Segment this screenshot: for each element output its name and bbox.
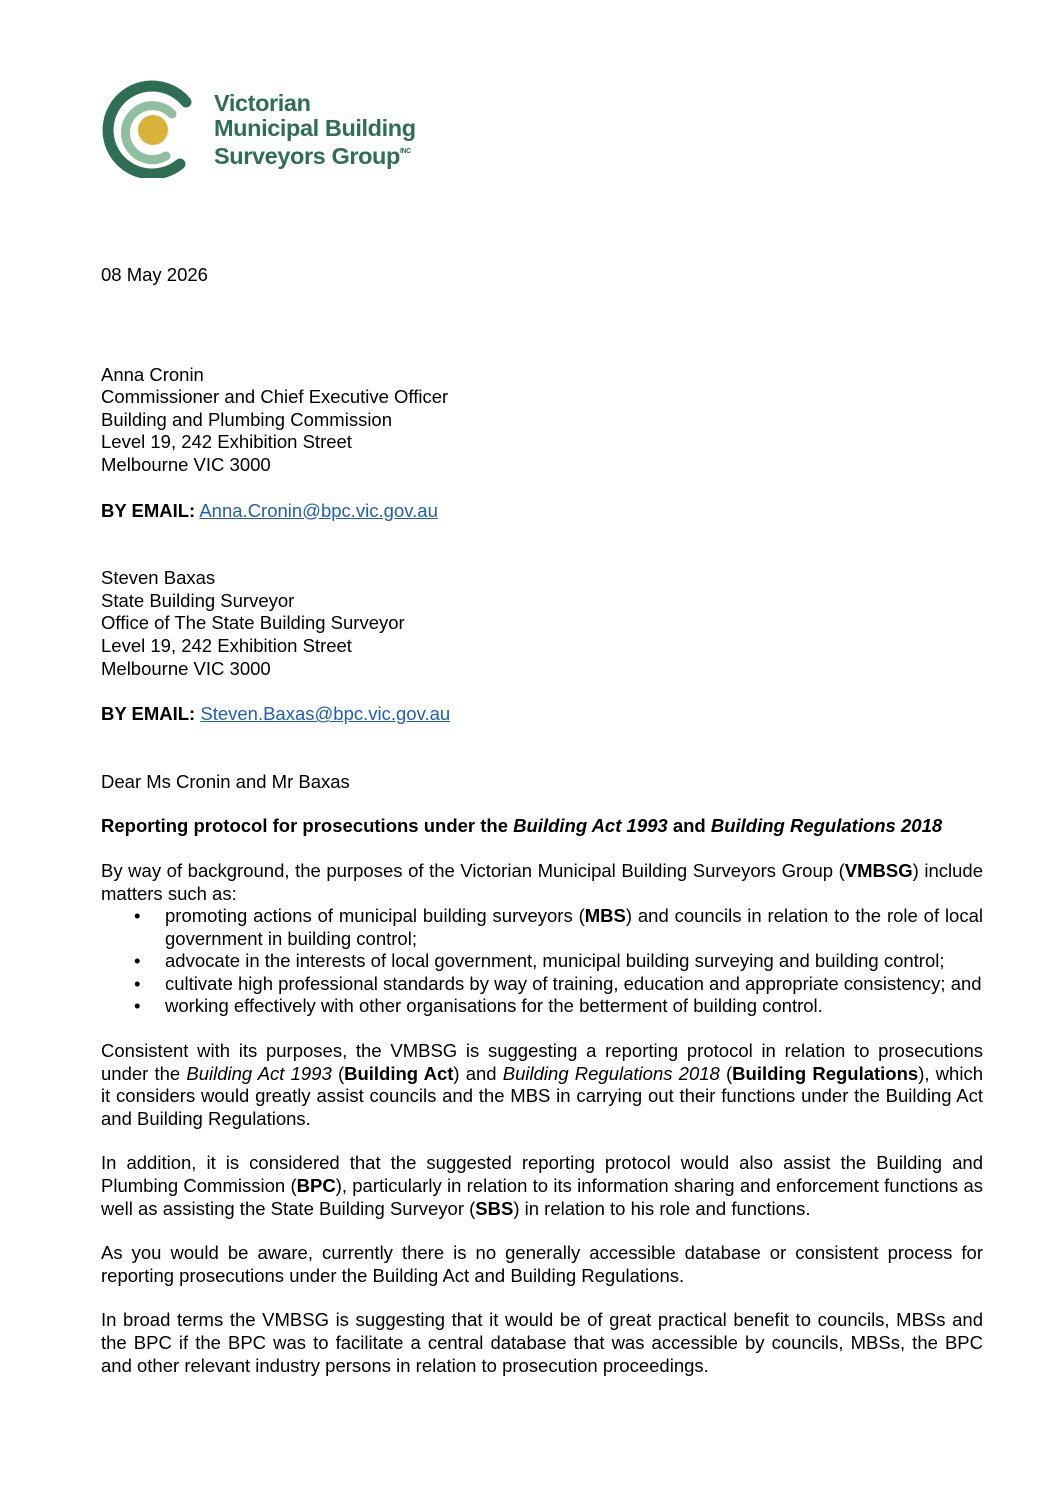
paragraph-background xyxy=(101,860,983,905)
recipient-1-city: Melbourne VIC 3000 xyxy=(101,453,271,475)
recipient-1-title: Commissioner and Chief Executive Officer xyxy=(101,386,449,408)
vmbsg-logo xyxy=(100,78,445,178)
bullet-icon: • xyxy=(134,950,141,972)
para3-text-b: ), particularly in relation to its information sharing and enforcement functions as well as assisting the State Building Surveyor ( xyxy=(101,1175,983,1219)
recipient-2-email-line xyxy=(101,703,983,726)
paragraph-consistent xyxy=(101,1040,983,1130)
logo-line-3-text: Surveyors Group xyxy=(214,142,400,169)
subject-and: and xyxy=(667,815,711,837)
para3-text-a: In addition, it is considered that the suggested reporting protocol would also assist the Building and Plumbing Commission ( xyxy=(101,1152,983,1197)
bullet-2-text: advocate in the interests of local government, municipal building surveying and building control; xyxy=(165,950,945,972)
para2-text-a: Consistent with its purposes, the VMBSG is suggesting a reporting protocol in relation to prosecutions under the xyxy=(101,1040,983,1084)
paragraph-broad-terms: In broad terms the VMBSG is suggesting that it would be of great practical benefit to councils, MBSs and the BPC if the BPC was to facilitate a central database that was accessible by councils, MBSs, the BPC and other relevant industry persons in relation to prosecution proceedings. xyxy=(101,1309,983,1376)
recipient-1-address xyxy=(101,364,983,477)
recipient-1-email-link[interactable]: Anna.Cronin@bpc.vic.gov.au xyxy=(199,499,438,521)
para2-act: Building Act 1993 xyxy=(186,1062,332,1084)
recipient-1-org: Building and Plumbing Commission xyxy=(101,408,393,430)
subject-text: Reporting protocol for prosecutions under the xyxy=(101,815,514,837)
para2-text-c: ) and xyxy=(453,1062,503,1084)
bullet-1-text-a: promoting actions of municipal building surveyors ( xyxy=(165,905,585,927)
recipient-1-email-line xyxy=(101,500,983,523)
para2-act-abbr: Building Act xyxy=(344,1062,454,1084)
subject-regs: Building Regulations 2018 xyxy=(710,815,943,837)
bullet-1-abbr: MBS xyxy=(584,905,626,927)
salutation: Dear Ms Cronin and Mr Baxas xyxy=(101,770,350,792)
paragraph-in-addition xyxy=(101,1152,983,1220)
recipient-1-street: Level 19, 242 Exhibition Street xyxy=(101,431,352,453)
list-item xyxy=(101,905,983,950)
logo-wordmark xyxy=(214,91,416,169)
letter-date: 08 May 2026 xyxy=(101,264,208,285)
recipient-2-name: Steven Baxas xyxy=(101,567,216,589)
recipient-2-org: Office of The State Building Surveyor xyxy=(101,612,405,634)
subject-act: Building Act 1993 xyxy=(513,815,668,837)
recipient-2-email-link[interactable]: Steven.Baxas@bpc.vic.gov.au xyxy=(200,703,451,725)
recipient-2-street: Level 19, 242 Exhibition Street xyxy=(101,634,352,656)
purposes-list xyxy=(101,905,983,1018)
paragraph-aware: As you would be aware, currently there is no generally accessible database or consistent process for reporting prosecutions under the Building Act and Building Regulations. xyxy=(101,1242,983,1286)
para3-abbr-bpc: BPC xyxy=(296,1175,336,1197)
subject-line xyxy=(101,815,983,838)
para2-regs-abbr: Building Regulations xyxy=(732,1062,919,1084)
list-item xyxy=(101,973,983,996)
by-email-label: BY EMAIL: xyxy=(101,499,196,521)
logo-line-1: Victorian xyxy=(214,90,311,116)
para2-text-b: ( xyxy=(331,1062,345,1084)
recipient-2-city: Melbourne VIC 3000 xyxy=(101,657,271,679)
bullet-icon: • xyxy=(134,995,141,1017)
para2-text-e: ), which it considers would greatly assist councils and the MBS in carrying out their functions under the Building Act and Building Regulations. xyxy=(101,1062,983,1129)
by-email-label: BY EMAIL: xyxy=(101,703,196,725)
recipient-2-title: State Building Surveyor xyxy=(101,589,295,611)
bullet-4-text: working effectively with other organisations for the betterment of building control. xyxy=(165,995,823,1017)
logo-rings-icon xyxy=(100,78,200,178)
bullet-1-text-b: ) and councils in relation to the role of local government in building control; xyxy=(165,905,983,949)
para1-text-a: By way of background, the purposes of the Victorian Municipal Building Surveyors Group ( xyxy=(101,859,845,881)
list-item xyxy=(101,950,983,973)
list-item xyxy=(101,995,983,1018)
logo-line-2: Municipal Building xyxy=(214,115,416,141)
bullet-icon: • xyxy=(134,972,141,994)
para3-text-c: ) in relation to his role and functions. xyxy=(513,1197,811,1219)
para1-text-b: ) include matters such as: xyxy=(101,859,983,904)
para1-abbr: VMBSG xyxy=(844,859,913,881)
para3-abbr-sbs: SBS xyxy=(475,1197,514,1219)
para2-text-d: ( xyxy=(719,1062,733,1084)
logo-inc-suffix: INC xyxy=(399,148,411,155)
bullet-3-text: cultivate high professional standards by way of training, education and appropriate consistency; and xyxy=(165,972,982,994)
recipient-1-name: Anna Cronin xyxy=(101,363,204,385)
recipient-2-address xyxy=(101,567,983,680)
letter-body xyxy=(101,264,983,1377)
logo-line-3 xyxy=(214,141,416,169)
bullet-icon: • xyxy=(134,905,141,927)
para2-regs: Building Regulations 2018 xyxy=(502,1062,720,1084)
